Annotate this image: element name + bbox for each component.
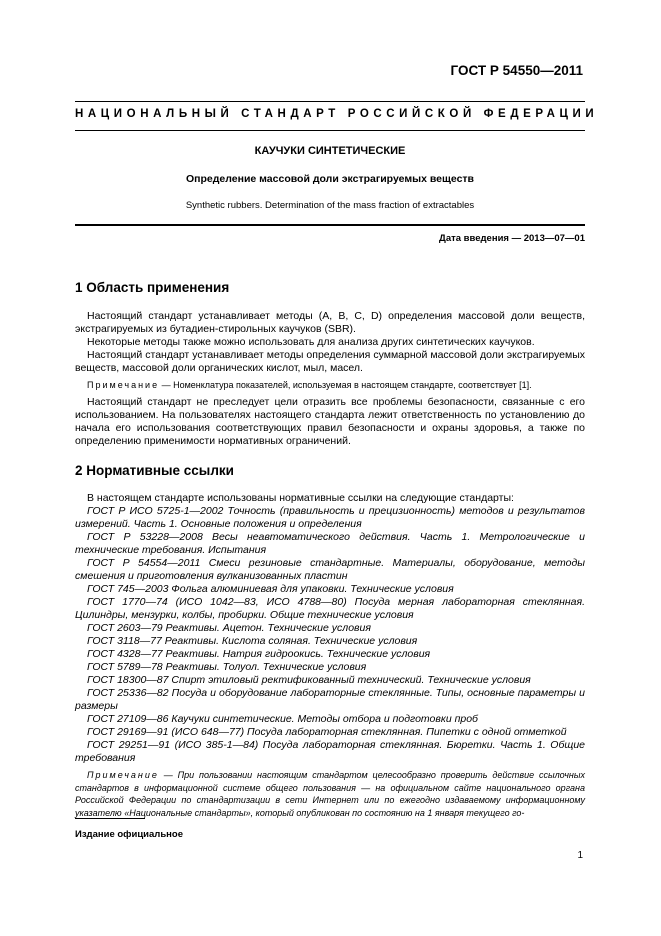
section-1-paragraph-2: Некоторые методы также можно использовать для анализа других синтетических каучуков. <box>87 336 535 348</box>
section-1-paragraph-3: Настоящий стандарт устанавливает методы определения суммарной массовой доли экстрагируемых веществ, массовой доли органических кислот, мыл, масел. <box>75 349 585 374</box>
normative-reference-item: ГОСТ 27109—86 Каучуки синтетические. Методы отбора и подготовки проб <box>87 713 478 725</box>
note-label: Примечание <box>87 380 160 390</box>
section-2-body <box>75 492 585 819</box>
normative-reference-item: ГОСТ 3118—77 Реактивы. Кислота соляная. Технические условия <box>87 635 418 647</box>
normative-reference-item: ГОСТ 5789—78 Реактивы. Толуол. Технические условия <box>87 661 367 673</box>
note-text: — Номенклатура показателей, используемая в настоящем стандарте, соответствует [1]. <box>159 380 532 390</box>
normative-references-list <box>75 505 585 765</box>
normative-reference-item: ГОСТ 1770—74 (ИСО 1042—83, ИСО 4788—80) Посуда мерная лабораторная стеклянная. Цилиндры, мензурки, колбы, пробирки. Общие технические условия <box>75 596 585 621</box>
introduction-date: Дата введения — 2013—07—01 <box>439 233 585 244</box>
normative-reference-item: ГОСТ 25336—82 Посуда и оборудование лабораторные стеклянные. Типы, основные параметры и размеры <box>75 687 585 712</box>
normative-reference-item: ГОСТ 29169—91 (ИСО 648—77) Посуда лабораторная стеклянная. Пипетки с одной отметкой <box>87 726 567 738</box>
normative-reference-item: ГОСТ 29251—91 (ИСО 385-1—84) Посуда лабораторная стеклянная. Бюретки. Часть 1. Общие требования <box>75 739 585 764</box>
document-title: КАУЧУКИ СИНТЕТИЧЕСКИЕ <box>254 145 406 157</box>
section-1-paragraph-1: Настоящий стандарт устанавливает методы (A, B, C, D) определения массовой доли веществ, экстрагируемых из бутадиен-стирольных каучуков (SBR). <box>75 310 585 335</box>
official-edition-label: Издание официальное <box>75 829 183 840</box>
normative-reference-item: ГОСТ 745—2003 Фольга алюминиевая для упаковки. Технические условия <box>87 583 454 595</box>
header-bottom-rule <box>75 130 585 131</box>
section-1-note <box>75 379 585 392</box>
section-1-paragraph-4: Настоящий стандарт не преследует цели отразить все проблемы безопасности, связанные с его использованием. На пользователях настоящего стандарта лежит ответственность по установлению до начала его использования соответствующих правил безопасности и охраны здоровья, а также по определению применимости нормативных ограничений. <box>75 396 585 447</box>
normative-reference-item: ГОСТ Р 53228—2008 Весы неавтоматического действия. Часть 1. Метрологические и технические требования. Испытания <box>75 531 585 556</box>
document-number: ГОСТ Р 54550—2011 <box>450 63 583 78</box>
section-2-heading: 2 Нормативные ссылки <box>75 463 234 478</box>
title-separator-rule <box>75 224 585 226</box>
normative-reference-item: ГОСТ 18300—87 Спирт этиловый ректификованный технический. Технические условия <box>87 674 531 686</box>
note-label: Примечание <box>87 770 159 780</box>
note-text: — При пользовании настоящим стандартом целесообразно проверить действие ссылочных стандартов в информационной системе общего пользования — на официальном сайте национального органа Российской Федерации по стандартизации в сети Интернет или по ежегодно издаваемому информационному указателю «Национальные стандарты», который опубликован по состоянию на 1 января текущего го- <box>75 770 585 818</box>
normative-reference-item: ГОСТ 4328—77 Реактивы. Натрия гидроокись. Технические условия <box>87 648 431 660</box>
english-title: Synthetic rubbers. Determination of the mass fraction of extractables <box>185 200 475 211</box>
page-number: 1 <box>577 850 583 861</box>
national-standard-banner: НАЦИОНАЛЬНЫЙ СТАНДАРТ РОССИЙСКОЙ ФЕДЕРАЦИИ <box>75 108 599 120</box>
section-1-heading: 1 Область применения <box>75 280 230 295</box>
footer-rule <box>75 818 145 819</box>
section-2-intro: В настоящем стандарте использованы нормативные ссылки на следующие стандарты: <box>87 492 514 504</box>
section-1-body <box>75 310 585 448</box>
normative-reference-item: ГОСТ Р ИСО 5725-1—2002 Точность (правильность и прецизионность) методов и результатов измерений. Часть 1. Основные положения и определения <box>75 505 585 530</box>
document-subtitle: Определение массовой доли экстрагируемых веществ <box>185 173 475 185</box>
normative-reference-item: ГОСТ 2603—79 Реактивы. Ацетон. Технические условия <box>87 622 371 634</box>
header-top-rule <box>75 101 585 102</box>
section-2-note <box>75 769 585 819</box>
normative-reference-item: ГОСТ Р 54554—2011 Смеси резиновые стандартные. Материалы, оборудование, методы смешения и приготовления вулканизованных пластин <box>75 557 585 582</box>
